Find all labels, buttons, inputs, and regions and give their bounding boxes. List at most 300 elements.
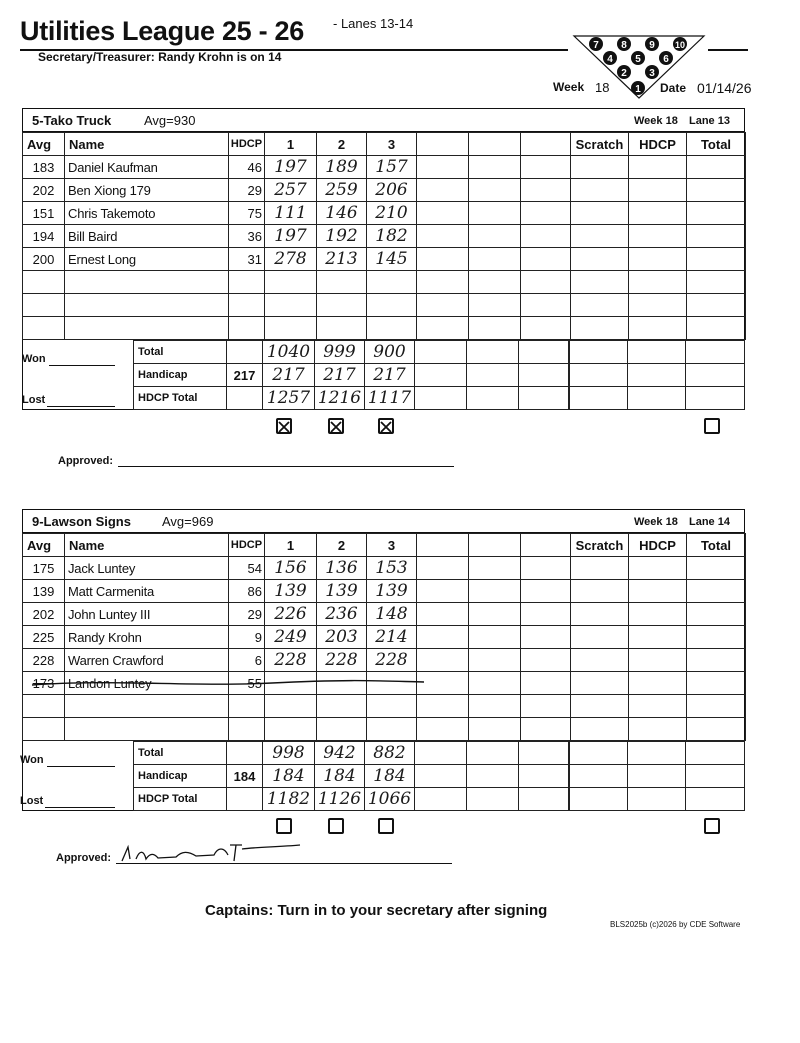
blank-cell[interactable]	[467, 788, 519, 811]
empty-cell[interactable]	[23, 271, 65, 294]
total-game3[interactable]: 900	[365, 341, 415, 364]
total-cell[interactable]	[687, 557, 746, 580]
svg-text:3: 3	[649, 68, 655, 79]
game3-score[interactable]: 139	[367, 580, 417, 603]
copyright: BLS2025b (c)2026 by CDE Software	[610, 920, 741, 929]
col-scratch: Scratch	[571, 534, 629, 557]
approved-label: Approved:	[58, 455, 113, 467]
won-line[interactable]	[47, 766, 115, 767]
blank-cell[interactable]	[570, 387, 628, 410]
blank-cell[interactable]	[521, 672, 571, 695]
total-cell[interactable]	[687, 672, 746, 695]
week-label: Week	[553, 80, 585, 94]
blank-cell[interactable]	[686, 341, 745, 364]
empty-cell[interactable]	[23, 317, 65, 340]
game1-score[interactable]: 156	[265, 557, 317, 580]
col-total: Total	[687, 133, 746, 156]
blank-cell[interactable]	[417, 557, 469, 580]
empty-cell[interactable]	[629, 271, 687, 294]
handicap-game1[interactable]: 184	[263, 765, 315, 788]
blank-cell[interactable]	[570, 788, 628, 811]
bowler-name: Daniel Kaufman	[65, 156, 229, 179]
empty-cell[interactable]	[629, 317, 687, 340]
team2-header	[22, 509, 745, 533]
total-cell[interactable]	[687, 649, 746, 672]
won-label: Won	[20, 754, 44, 766]
handicap-game3[interactable]: 184	[365, 765, 415, 788]
blank-cell[interactable]	[415, 742, 467, 765]
empty-cell[interactable]	[571, 317, 629, 340]
empty-cell[interactable]	[229, 718, 265, 741]
game2-score[interactable]: 139	[317, 580, 367, 603]
empty-cell[interactable]	[367, 317, 417, 340]
blank-cell[interactable]	[467, 364, 519, 387]
hdcp-total-game1[interactable]: 1257	[263, 387, 315, 410]
blank-cell[interactable]	[417, 580, 469, 603]
blank-cell[interactable]	[469, 649, 521, 672]
table-row	[23, 179, 746, 202]
game2-score[interactable]: 189	[317, 156, 367, 179]
empty-cell[interactable]	[571, 294, 629, 317]
empty-cell[interactable]	[265, 718, 317, 741]
empty-cell[interactable]	[229, 317, 265, 340]
empty-cell[interactable]	[417, 317, 469, 340]
empty-cell[interactable]	[65, 271, 229, 294]
blank-cell[interactable]	[415, 788, 467, 811]
empty-cell[interactable]	[417, 695, 469, 718]
blank-cell[interactable]	[469, 580, 521, 603]
empty-cell[interactable]	[469, 271, 521, 294]
blank-cell[interactable]	[521, 580, 571, 603]
total-cell[interactable]	[687, 603, 746, 626]
empty-cell[interactable]	[367, 718, 417, 741]
col-name: Name	[65, 133, 229, 156]
empty-cell[interactable]	[65, 294, 229, 317]
team-handicap: 217	[227, 364, 263, 387]
bowler-avg: 225	[23, 626, 65, 649]
blank-cell[interactable]	[417, 603, 469, 626]
game2-score[interactable]: 236	[317, 603, 367, 626]
empty-cell[interactable]	[469, 317, 521, 340]
col-hdcp: HDCP	[229, 133, 265, 156]
table-row	[23, 580, 746, 603]
total-game2[interactable]: 942	[315, 742, 365, 765]
game2-score[interactable]: 203	[317, 626, 367, 649]
empty-cell[interactable]	[521, 317, 571, 340]
svg-text:8: 8	[621, 40, 627, 51]
empty-cell[interactable]	[23, 718, 65, 741]
footer-instruction: Captains: Turn in to your secretary after signing	[205, 902, 548, 919]
col-avg: Avg	[23, 133, 65, 156]
bowler-name: Ernest Long	[65, 248, 229, 271]
scratch-cell[interactable]	[571, 202, 629, 225]
game3-win-checkbox[interactable]	[378, 818, 394, 834]
empty-cell[interactable]	[521, 271, 571, 294]
table-row	[23, 202, 746, 225]
total-cell[interactable]	[687, 248, 746, 271]
hdcp-cell[interactable]	[629, 179, 687, 202]
game1-score[interactable]: 278	[265, 248, 317, 271]
scratch-cell[interactable]	[571, 179, 629, 202]
bowler-name: Chris Takemoto	[65, 202, 229, 225]
handicap-game2[interactable]: 217	[315, 364, 365, 387]
empty-cell[interactable]	[265, 294, 317, 317]
hdcp-total-game2[interactable]: 1126	[315, 788, 365, 811]
scratch-cell[interactable]	[571, 649, 629, 672]
pin-2-icon	[617, 65, 631, 79]
bowler-name: Matt Carmenita	[65, 580, 229, 603]
game1-score[interactable]: 197	[265, 156, 317, 179]
table-row-empty	[23, 718, 746, 741]
team1-lane: Lane 13	[689, 115, 730, 127]
game3-score[interactable]: 145	[367, 248, 417, 271]
blank-cell[interactable]	[519, 364, 569, 387]
game3-score[interactable]: 214	[367, 626, 417, 649]
table-row-empty	[23, 271, 746, 294]
scratch-cell[interactable]	[571, 557, 629, 580]
scratch-cell[interactable]	[571, 156, 629, 179]
pin-9-icon	[645, 37, 659, 51]
total-game3[interactable]: 882	[365, 742, 415, 765]
blank-cell[interactable]	[417, 202, 469, 225]
scratch-cell[interactable]	[571, 580, 629, 603]
bowler-hdcp: 29	[229, 603, 265, 626]
scratch-cell[interactable]	[571, 672, 629, 695]
approved-signature-line[interactable]	[118, 466, 454, 467]
bowler-avg: 200	[23, 248, 65, 271]
empty-cell[interactable]	[629, 294, 687, 317]
bowler-hdcp: 55	[229, 672, 265, 695]
empty-cell[interactable]	[65, 695, 229, 718]
blank-cell[interactable]	[628, 387, 686, 410]
scratch-cell[interactable]	[571, 603, 629, 626]
game2-score[interactable]: 259	[317, 179, 367, 202]
lost-line[interactable]	[47, 406, 115, 407]
game1-score[interactable]: 139	[265, 580, 317, 603]
blank-cell[interactable]	[521, 603, 571, 626]
col-game3: 3	[367, 133, 417, 156]
hdcp-cell[interactable]	[629, 557, 687, 580]
svg-text:7: 7	[593, 40, 599, 51]
blank-cell[interactable]	[570, 341, 628, 364]
bowler-hdcp: 54	[229, 557, 265, 580]
game3-score[interactable]: 153	[367, 557, 417, 580]
table-row	[23, 557, 746, 580]
game2-score[interactable]: 136	[317, 557, 367, 580]
blank-cell[interactable]	[469, 156, 521, 179]
blank-cell[interactable]	[686, 765, 745, 788]
blank-cell[interactable]	[519, 742, 569, 765]
empty-cell[interactable]	[417, 718, 469, 741]
game2-win-checkbox[interactable]	[328, 818, 344, 834]
blank-cell[interactable]	[521, 156, 571, 179]
empty-cell[interactable]	[629, 695, 687, 718]
game3-score[interactable]: 182	[367, 225, 417, 248]
empty-cell[interactable]	[23, 294, 65, 317]
blank-cell[interactable]	[570, 742, 628, 765]
bowler-avg: 151	[23, 202, 65, 225]
approved-label: Approved:	[56, 852, 111, 864]
blank-cell[interactable]	[519, 387, 569, 410]
bowler-name: Bill Baird	[65, 225, 229, 248]
empty-cell[interactable]	[65, 317, 229, 340]
blank-cell[interactable]	[686, 788, 745, 811]
bowler-avg: 202	[23, 179, 65, 202]
game2-win-checkbox[interactable]	[328, 418, 344, 434]
scratch-cell[interactable]	[571, 248, 629, 271]
bowler-name: Jack Luntey	[65, 557, 229, 580]
bowler-name: Warren Crawford	[65, 649, 229, 672]
col-scratch: Scratch	[571, 133, 629, 156]
blank-cell[interactable]	[686, 742, 745, 765]
blank-cell[interactable]	[469, 248, 521, 271]
empty-cell[interactable]	[687, 271, 746, 294]
bowler-avg: 228	[23, 649, 65, 672]
empty-cell[interactable]	[687, 294, 746, 317]
won-line[interactable]	[49, 365, 115, 366]
total-win-checkbox[interactable]	[704, 418, 720, 434]
game1-score[interactable]: 228	[265, 649, 317, 672]
scratch-cell[interactable]	[571, 626, 629, 649]
team2-week: Week 18	[634, 516, 678, 528]
hdcp-cell[interactable]	[629, 156, 687, 179]
game1-score[interactable]: 111	[265, 202, 317, 225]
empty-cell[interactable]	[469, 294, 521, 317]
empty-cell[interactable]	[367, 294, 417, 317]
blank-cell[interactable]	[417, 626, 469, 649]
blank-cell[interactable]	[521, 179, 571, 202]
game1-win-checkbox[interactable]	[276, 818, 292, 834]
col-blank3	[521, 133, 571, 156]
total-cell[interactable]	[687, 225, 746, 248]
hdcp-cell[interactable]	[629, 649, 687, 672]
blank-cell[interactable]	[519, 765, 569, 788]
game2-score[interactable]: 228	[317, 649, 367, 672]
team1-column-headers	[23, 133, 746, 156]
hdcp-cell[interactable]	[629, 626, 687, 649]
blank-cell[interactable]	[467, 765, 519, 788]
blank-cell[interactable]	[467, 387, 519, 410]
game2-score[interactable]: 146	[317, 202, 367, 225]
blank-cell[interactable]	[469, 603, 521, 626]
empty-cell[interactable]	[571, 695, 629, 718]
hdcp-cell[interactable]	[629, 202, 687, 225]
empty-cell[interactable]	[23, 695, 65, 718]
blank-cell[interactable]	[521, 649, 571, 672]
blank-cell[interactable]	[628, 742, 686, 765]
total-win-checkbox[interactable]	[704, 818, 720, 834]
empty-cell[interactable]	[469, 695, 521, 718]
empty-cell[interactable]	[317, 695, 367, 718]
game3-score[interactable]: 157	[367, 156, 417, 179]
empty-cell[interactable]	[265, 317, 317, 340]
total-cell[interactable]	[687, 626, 746, 649]
total-cell[interactable]	[687, 580, 746, 603]
blank-cell[interactable]	[417, 179, 469, 202]
col-name: Name	[65, 534, 229, 557]
empty-cell[interactable]	[629, 718, 687, 741]
hdcp-total-game3[interactable]: 1117	[365, 387, 415, 410]
total-cell[interactable]	[687, 156, 746, 179]
blank-cell[interactable]	[417, 156, 469, 179]
blank-cell[interactable]	[628, 765, 686, 788]
team2-lane: Lane 14	[689, 516, 730, 528]
game3-win-checkbox[interactable]	[378, 418, 394, 434]
svg-text:1: 1	[635, 84, 641, 95]
secretary-line: Secretary/Treasurer: Randy Krohn is on 14	[38, 50, 282, 64]
hdcp-cell[interactable]	[629, 580, 687, 603]
hdcp-total-game1[interactable]: 1182	[263, 788, 315, 811]
handicap-game1[interactable]: 217	[263, 364, 315, 387]
empty-cell[interactable]	[469, 718, 521, 741]
lost-line[interactable]	[45, 807, 115, 808]
col-game3: 3	[367, 534, 417, 557]
total-game1[interactable]: 998	[263, 742, 315, 765]
empty-cell[interactable]	[417, 271, 469, 294]
col-blank2	[469, 133, 521, 156]
blank-cell[interactable]	[469, 626, 521, 649]
blank-cell[interactable]	[628, 341, 686, 364]
blank-cell[interactable]	[417, 225, 469, 248]
empty-cell[interactable]	[417, 294, 469, 317]
total-cell[interactable]	[687, 179, 746, 202]
svg-text:4: 4	[607, 54, 613, 65]
blank-cell[interactable]	[628, 788, 686, 811]
game2-score[interactable]: 192	[317, 225, 367, 248]
blank-cell[interactable]	[686, 364, 745, 387]
game3-score[interactable]: 210	[367, 202, 417, 225]
empty-cell[interactable]	[317, 718, 367, 741]
blank-cell[interactable]	[469, 672, 521, 695]
scratch-cell[interactable]	[571, 225, 629, 248]
blank-cell[interactable]	[415, 341, 467, 364]
game1-score[interactable]: 249	[265, 626, 317, 649]
blank-cell[interactable]	[521, 626, 571, 649]
empty-cell[interactable]	[367, 271, 417, 294]
empty-cell[interactable]	[367, 695, 417, 718]
empty-cell[interactable]	[687, 718, 746, 741]
hdcp-cell[interactable]	[629, 603, 687, 626]
hdcp-cell[interactable]	[629, 672, 687, 695]
game2-score[interactable]: 213	[317, 248, 367, 271]
blank-cell[interactable]	[415, 364, 467, 387]
table-row	[23, 156, 746, 179]
game1-score[interactable]: 226	[265, 603, 317, 626]
blank-cell[interactable]	[519, 788, 569, 811]
empty-cell[interactable]	[229, 271, 265, 294]
total-team-hdcp	[227, 341, 263, 364]
col-avg: Avg	[23, 534, 65, 557]
empty-cell[interactable]	[317, 271, 367, 294]
checkmark-x-icon	[380, 421, 392, 433]
col-blank1	[417, 133, 469, 156]
bowler-avg: 139	[23, 580, 65, 603]
blank-cell[interactable]	[469, 557, 521, 580]
col-game1: 1	[265, 534, 317, 557]
won-label: Won	[22, 353, 46, 365]
hdcp-cell[interactable]	[629, 248, 687, 271]
empty-cell[interactable]	[687, 317, 746, 340]
empty-cell[interactable]	[521, 695, 571, 718]
total-game2[interactable]: 999	[315, 341, 365, 364]
pin-3-icon	[645, 65, 659, 79]
empty-cell[interactable]	[265, 695, 317, 718]
game1-score[interactable]: 257	[265, 179, 317, 202]
handicap-label: Handicap	[134, 765, 227, 788]
empty-cell[interactable]	[229, 294, 265, 317]
table-row-empty	[23, 695, 746, 718]
total-game1[interactable]: 1040	[263, 341, 315, 364]
blank-cell[interactable]	[570, 765, 628, 788]
handicap-game2[interactable]: 184	[315, 765, 365, 788]
hdcp-total-game3[interactable]: 1066	[365, 788, 415, 811]
bowler-name: Landon Luntey	[65, 672, 229, 695]
blank-cell[interactable]	[521, 225, 571, 248]
team2-scoresheet	[22, 509, 745, 899]
col-blank1	[417, 534, 469, 557]
empty-cell[interactable]	[521, 294, 571, 317]
empty-cell[interactable]	[317, 294, 367, 317]
blank-cell[interactable]	[417, 248, 469, 271]
game1-win-checkbox[interactable]	[276, 418, 292, 434]
blank-cell[interactable]	[467, 341, 519, 364]
game3-score[interactable]: 206	[367, 179, 417, 202]
blank-cell[interactable]	[519, 341, 569, 364]
empty-cell[interactable]	[65, 718, 229, 741]
blank-cell[interactable]	[521, 248, 571, 271]
lanes-label: - Lanes 13-14	[333, 16, 414, 31]
blank-cell[interactable]	[570, 364, 628, 387]
empty-cell[interactable]	[521, 718, 571, 741]
svg-text:5: 5	[635, 54, 641, 65]
blank-cell[interactable]	[415, 765, 467, 788]
table-row	[23, 649, 746, 672]
game3-score[interactable]: 228	[367, 649, 417, 672]
total-label: Total	[134, 341, 227, 364]
date-label: Date	[660, 81, 687, 95]
total-cell[interactable]	[687, 202, 746, 225]
team2-avg: Avg=969	[162, 514, 214, 529]
date-value: 01/14/26	[697, 80, 752, 96]
lost-label: Lost	[20, 795, 44, 807]
svg-text:6: 6	[663, 54, 669, 65]
empty-cell[interactable]	[687, 695, 746, 718]
blank-cell[interactable]	[628, 364, 686, 387]
blank-cell[interactable]	[467, 742, 519, 765]
blank-cell[interactable]	[469, 225, 521, 248]
blank-cell[interactable]	[415, 387, 467, 410]
table-row-empty	[23, 294, 746, 317]
game1-score[interactable]: 197	[265, 225, 317, 248]
hdcp-cell[interactable]	[629, 225, 687, 248]
blank-cell[interactable]	[521, 557, 571, 580]
hdcp-total-game2[interactable]: 1216	[315, 387, 365, 410]
blank-cell[interactable]	[521, 202, 571, 225]
empty-cell[interactable]	[265, 271, 317, 294]
blank-cell[interactable]	[686, 387, 745, 410]
bowler-avg: 183	[23, 156, 65, 179]
blank-cell[interactable]	[469, 202, 521, 225]
empty-cell[interactable]	[317, 317, 367, 340]
empty-cell[interactable]	[571, 718, 629, 741]
game3-score[interactable]: 148	[367, 603, 417, 626]
handicap-game3[interactable]: 217	[365, 364, 415, 387]
empty-cell[interactable]	[571, 271, 629, 294]
blank-cell[interactable]	[417, 649, 469, 672]
team2-totals-table	[133, 741, 569, 811]
empty-cell[interactable]	[229, 695, 265, 718]
blank-cell[interactable]	[469, 179, 521, 202]
